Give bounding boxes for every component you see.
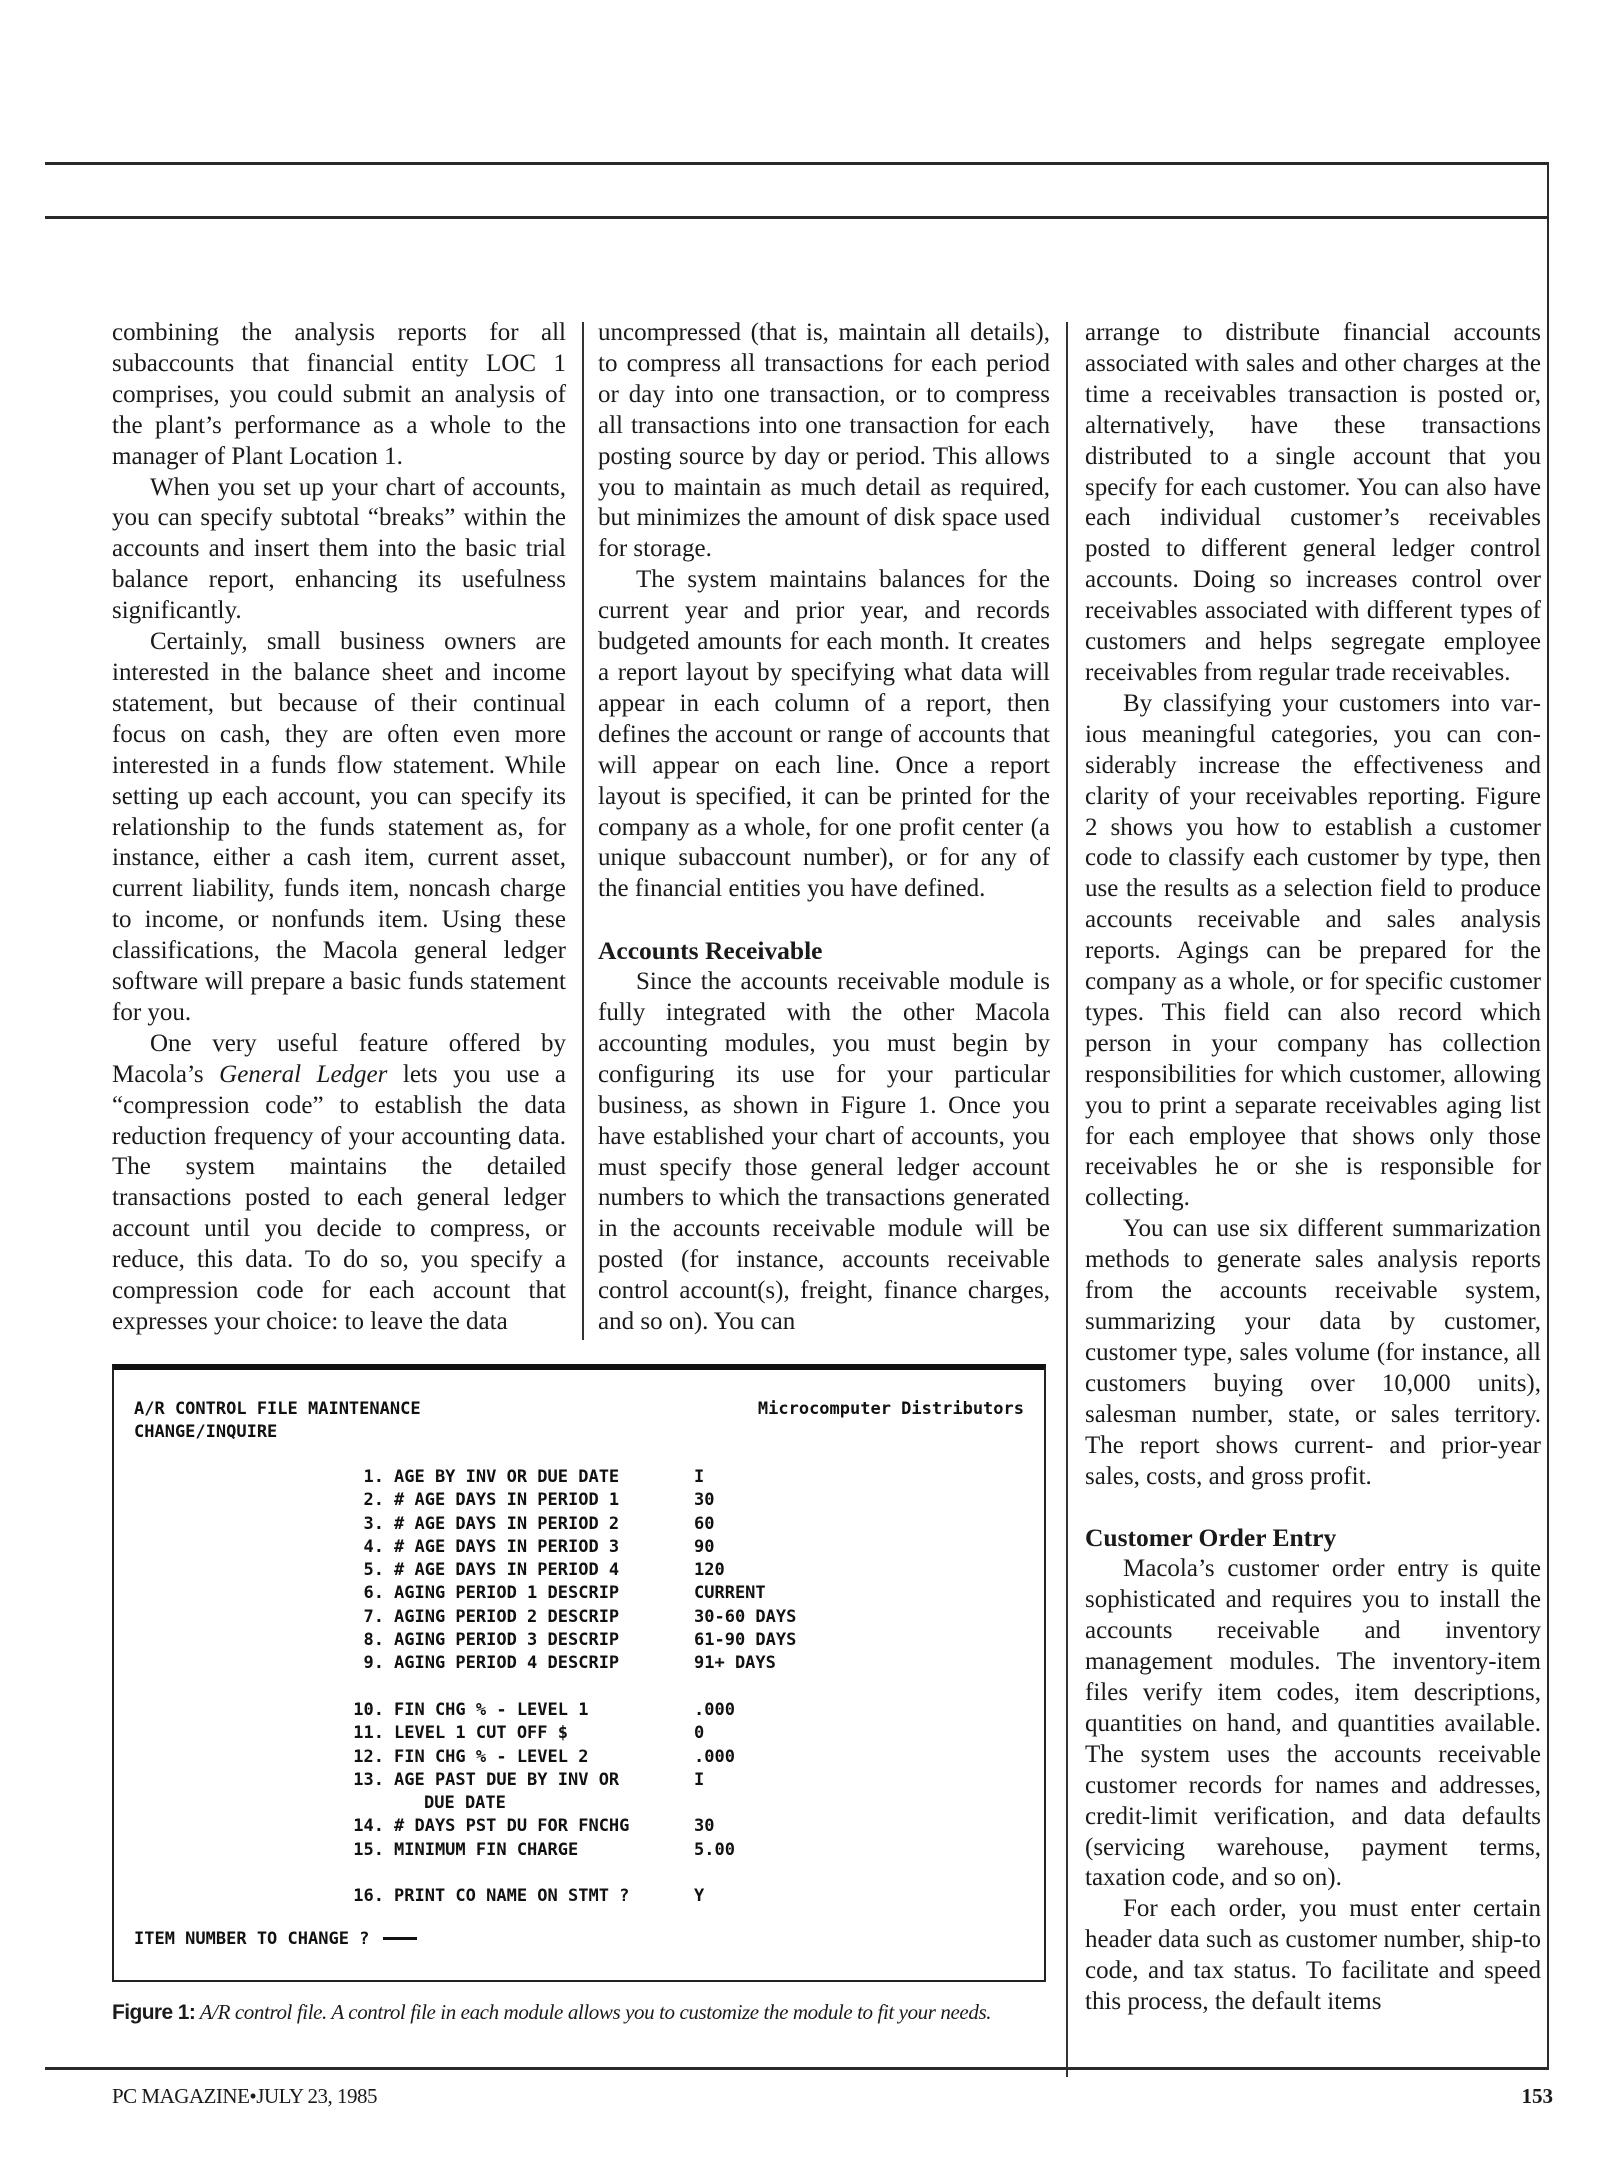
item-num: 6. xyxy=(363,1583,384,1604)
item-label: FIN CHG % - LEVEL 1 xyxy=(394,1699,589,1720)
item-num: 3. xyxy=(363,1513,384,1534)
item-label: PRINT CO NAME ON STMT ? xyxy=(394,1886,630,1907)
footer-publication xyxy=(112,2084,377,2109)
prompt-label: ITEM NUMBER TO CHANGE ? xyxy=(134,1929,370,1949)
article-column-2 xyxy=(598,318,1050,1338)
control-file-items xyxy=(342,1466,796,1909)
control-file-item xyxy=(342,1466,796,1489)
item-num: 14. xyxy=(353,1816,384,1837)
item-label: AGING PERIOD 2 DESCRIP xyxy=(394,1606,620,1627)
item-value: Y xyxy=(694,1886,705,1907)
control-file-item xyxy=(342,1746,796,1769)
control-file-item xyxy=(342,1513,796,1536)
item-value: 30 xyxy=(694,1490,715,1511)
paragraph: Since the accounts receivable module is fully integrated with the other Macola accounting modules, you must begin by configuring its use for your particular business, as shown in Figure 1. Once you have established your chart of accounts, you must specify those general ledger account numbers to which the transactions generated in the accounts receivable module will be posted (for instance, accounts receivable control account(s), freight, finance charges, and so on). You can xyxy=(598,968,1050,1336)
section-gap xyxy=(598,905,1050,936)
item-value: 91+ DAYS xyxy=(694,1653,776,1674)
paragraph: For each order, you must enter certain header data such as customer number, ship-to code, and tax status. To facilitate and speed this process, the default items xyxy=(1085,1895,1541,2016)
figure-caption-text: A/R control file. A control file in each module allows you to customize the module to fit your needs. xyxy=(195,2000,992,2024)
item-spacer xyxy=(342,1862,796,1885)
column-divider-2 xyxy=(1066,322,1068,2077)
item-label: AGING PERIOD 4 DESCRIP xyxy=(394,1653,620,1674)
page-number: 153 xyxy=(1521,2084,1553,2108)
screen-mode: CHANGE/INQUIRE xyxy=(134,1422,278,1442)
control-file-item xyxy=(342,1559,796,1582)
paragraph: When you set up your chart of accounts, you can specify subtotal “breaks” within the accounts and insert them into the basic trial balance report, enhancing its usefulness significantly. xyxy=(112,473,566,625)
product-name-italic: General Ledger xyxy=(219,1060,388,1088)
item-value: I xyxy=(694,1467,705,1487)
item-num: 2. xyxy=(363,1490,384,1511)
control-file-item xyxy=(342,1839,796,1862)
control-file-item xyxy=(342,1769,796,1792)
paragraph: Macola’s customer order entry is quite sophisticated and requires you to install the accounts receivable and inventory management modules. The inventory-item files verify item codes, item descriptions, quantities on hand, and quantities available. The system uses the accounts receivable customer records for names and addresses, credit-limit verification, and data defaults (servicing warehouse, payment terms, taxation code, and so on). xyxy=(1085,1555,1541,1892)
paragraph: By classifying your customers into various meaningful categories, you can considerably increase the effectiveness and clarity of your receivables reporting. Figure 2 shows you how to establish a customer code to classify each customer by type, then use the results as a selection field to produce accounts receivable and sales analysis reports. Agings can be prepared for the company as a whole, or for specific customer types. This field can also record which person in your company has collection responsibilities for which customer, allowing you to print a separate receivables aging list for each employee that shows only those receivables he or she is responsible for collecting. xyxy=(1085,689,1541,1212)
paragraph: The system maintains balances for the current year and prior year, and records budgeted amounts for each month. It creates a report layout by specifying what data will appear in each column of a report, then defines the account or range of accounts that will appear on each line. Once a report layout is specified, it can be printed for the company as a whole, for one profit center (a unique subaccount number), or for any of the financial entities you have defined. xyxy=(598,566,1050,903)
paragraph: You can use six different summarization methods to generate sales analysis reports from the accounts receivable system, summarizing your data by customer, customer type, sales volume (for instance, all customers buying over 10,000 units), salesman number, state, or sales territory. The report shows current- and prior-year sales, costs, and gross profit. xyxy=(1085,1215,1541,1490)
section-gap xyxy=(1085,1492,1541,1523)
item-num: 1. xyxy=(363,1467,384,1487)
screen-title: A/R CONTROL FILE MAINTENANCE xyxy=(134,1399,421,1419)
control-file-item xyxy=(342,1582,796,1605)
control-file-item xyxy=(342,1699,796,1722)
figure-caption xyxy=(112,1998,1052,2027)
item-label: MINIMUM FIN CHARGE xyxy=(394,1839,579,1860)
paragraph: uncompressed (that is, maintain all details), to compress all transactions for each period or day into one transaction, or to compress all transactions into one transaction for each posting source by day or period. This allows you to maintain as much detail as required, but minimizes the amount of disk space used for storage. xyxy=(598,319,1050,563)
paragraph xyxy=(112,1029,566,1338)
item-num: 7. xyxy=(363,1606,384,1627)
article-column-1 xyxy=(112,318,566,1338)
input-cursor[interactable] xyxy=(383,1937,417,1940)
column-divider-1 xyxy=(582,322,584,1340)
item-num: 9. xyxy=(363,1653,384,1674)
control-file-item xyxy=(342,1815,796,1838)
issue-date: JULY 23, 1985 xyxy=(256,2084,377,2108)
item-label: # AGE DAYS IN PERIOD 2 xyxy=(394,1513,620,1534)
bullet-separator: • xyxy=(249,2084,257,2108)
page-frame-right xyxy=(1547,162,1549,2070)
item-num: 4. xyxy=(363,1536,384,1557)
paragraph-text: lets you use a “compression code” to establish the data reduction frequency of your accounting data. The system maintains the detailed transactions posted to each general ledger account until you decide to compress, or reduce, this data. To do so, you specify a compression code for each account that expresses your choice: to leave the data xyxy=(112,1060,567,1335)
control-file-item xyxy=(342,1489,796,1512)
footer-rule xyxy=(45,2067,1549,2070)
header-rule-bottom xyxy=(45,216,1549,219)
header-rule-top xyxy=(45,162,1549,165)
item-num: 16. xyxy=(353,1886,384,1907)
item-value: 120 xyxy=(694,1560,725,1581)
item-value: 61-90 DAYS xyxy=(694,1630,797,1651)
item-label: # DAYS PST DU FOR FNCHG xyxy=(394,1816,630,1837)
item-num: 11. xyxy=(353,1723,384,1744)
item-value: 30 xyxy=(694,1816,715,1837)
item-label: AGING PERIOD 1 DESCRIP xyxy=(394,1583,620,1604)
item-label: # AGE DAYS IN PERIOD 4 xyxy=(394,1560,620,1581)
item-num: 12. xyxy=(353,1746,384,1767)
item-num: 8. xyxy=(363,1630,384,1651)
item-label-continuation: DUE DATE xyxy=(424,1793,506,1814)
item-value: 90 xyxy=(694,1536,715,1557)
item-label: # AGE DAYS IN PERIOD 1 xyxy=(394,1490,620,1511)
item-num: 10. xyxy=(353,1699,384,1720)
publication-name: PC MAGAZINE xyxy=(112,2084,250,2108)
item-num: 15. xyxy=(353,1839,384,1860)
control-file-item xyxy=(342,1606,796,1629)
item-label: AGING PERIOD 3 DESCRIP xyxy=(394,1630,620,1651)
item-label: FIN CHG % - LEVEL 2 xyxy=(394,1746,589,1767)
item-label: # AGE DAYS IN PERIOD 3 xyxy=(394,1536,620,1557)
item-num-empty xyxy=(342,1792,394,1815)
figure-label: Figure 1: xyxy=(112,2001,196,2024)
item-value: 5.00 xyxy=(694,1839,735,1860)
control-file-item xyxy=(342,1536,796,1559)
item-number-prompt[interactable] xyxy=(134,1928,417,1951)
article-column-3 xyxy=(1085,318,1541,2018)
item-num: 5. xyxy=(363,1560,384,1581)
figure-1-screen xyxy=(112,1364,1046,1982)
item-value: I xyxy=(694,1769,705,1790)
item-label: LEVEL 1 CUT OFF $ xyxy=(394,1723,568,1744)
section-heading: Accounts Receivable xyxy=(598,936,823,966)
item-label: AGE PAST DUE BY INV OR xyxy=(394,1769,620,1790)
control-file-item xyxy=(342,1629,796,1652)
control-file-item xyxy=(342,1652,796,1675)
paragraph: Certainly, small business owners are interested in the balance sheet and income statement, but because of their continual focus on cash, they are often even more interested in a funds flow statement. While setting up each account, you can specify its relationship to the funds statement as, for instance, either a cash item, current asset, current liability, funds item, noncash charge to income, or nonfunds item. Using these classifications, the Macola general ledger software will prepare a basic funds statement for you. xyxy=(112,628,566,1026)
section-heading: Customer Order Entry xyxy=(1085,1523,1337,1553)
item-label: AGE BY INV OR DUE DATE xyxy=(394,1467,620,1487)
item-spacer xyxy=(342,1676,796,1699)
paragraph: combining the analysis reports for all subaccounts that financial entity LOC 1 comprises, you could submit an analysis of the plant’s performance as a whole to the manager of Plant Location 1. xyxy=(112,319,566,470)
item-value: .000 xyxy=(694,1699,735,1720)
screen-company-name: Microcomputer Distributors xyxy=(757,1399,1024,1419)
item-num: 13. xyxy=(353,1769,384,1790)
control-file-item-continuation xyxy=(342,1792,796,1815)
paragraph-text: One very useful feature offered by Macola’s xyxy=(112,1029,566,1088)
item-value: 30-60 DAYS xyxy=(694,1606,797,1627)
control-file-item xyxy=(342,1885,796,1908)
control-file-item xyxy=(342,1722,796,1745)
item-value: .000 xyxy=(694,1746,735,1767)
item-value: 0 xyxy=(694,1723,705,1744)
item-value: 60 xyxy=(694,1513,715,1534)
item-value: CURRENT xyxy=(694,1583,766,1604)
paragraph: arrange to distribute financial accounts associated with sales and other charges at the time a receivables transaction is posted or, alternatively, have these transactions distributed to a single account that you specify for each customer. You can also have each individual customer’s receivables posted to different general ledger control accounts. Doing so increases control over receivables associated with different types of customers and helps segregate employee receivables from regular trade receivables. xyxy=(1085,319,1541,686)
